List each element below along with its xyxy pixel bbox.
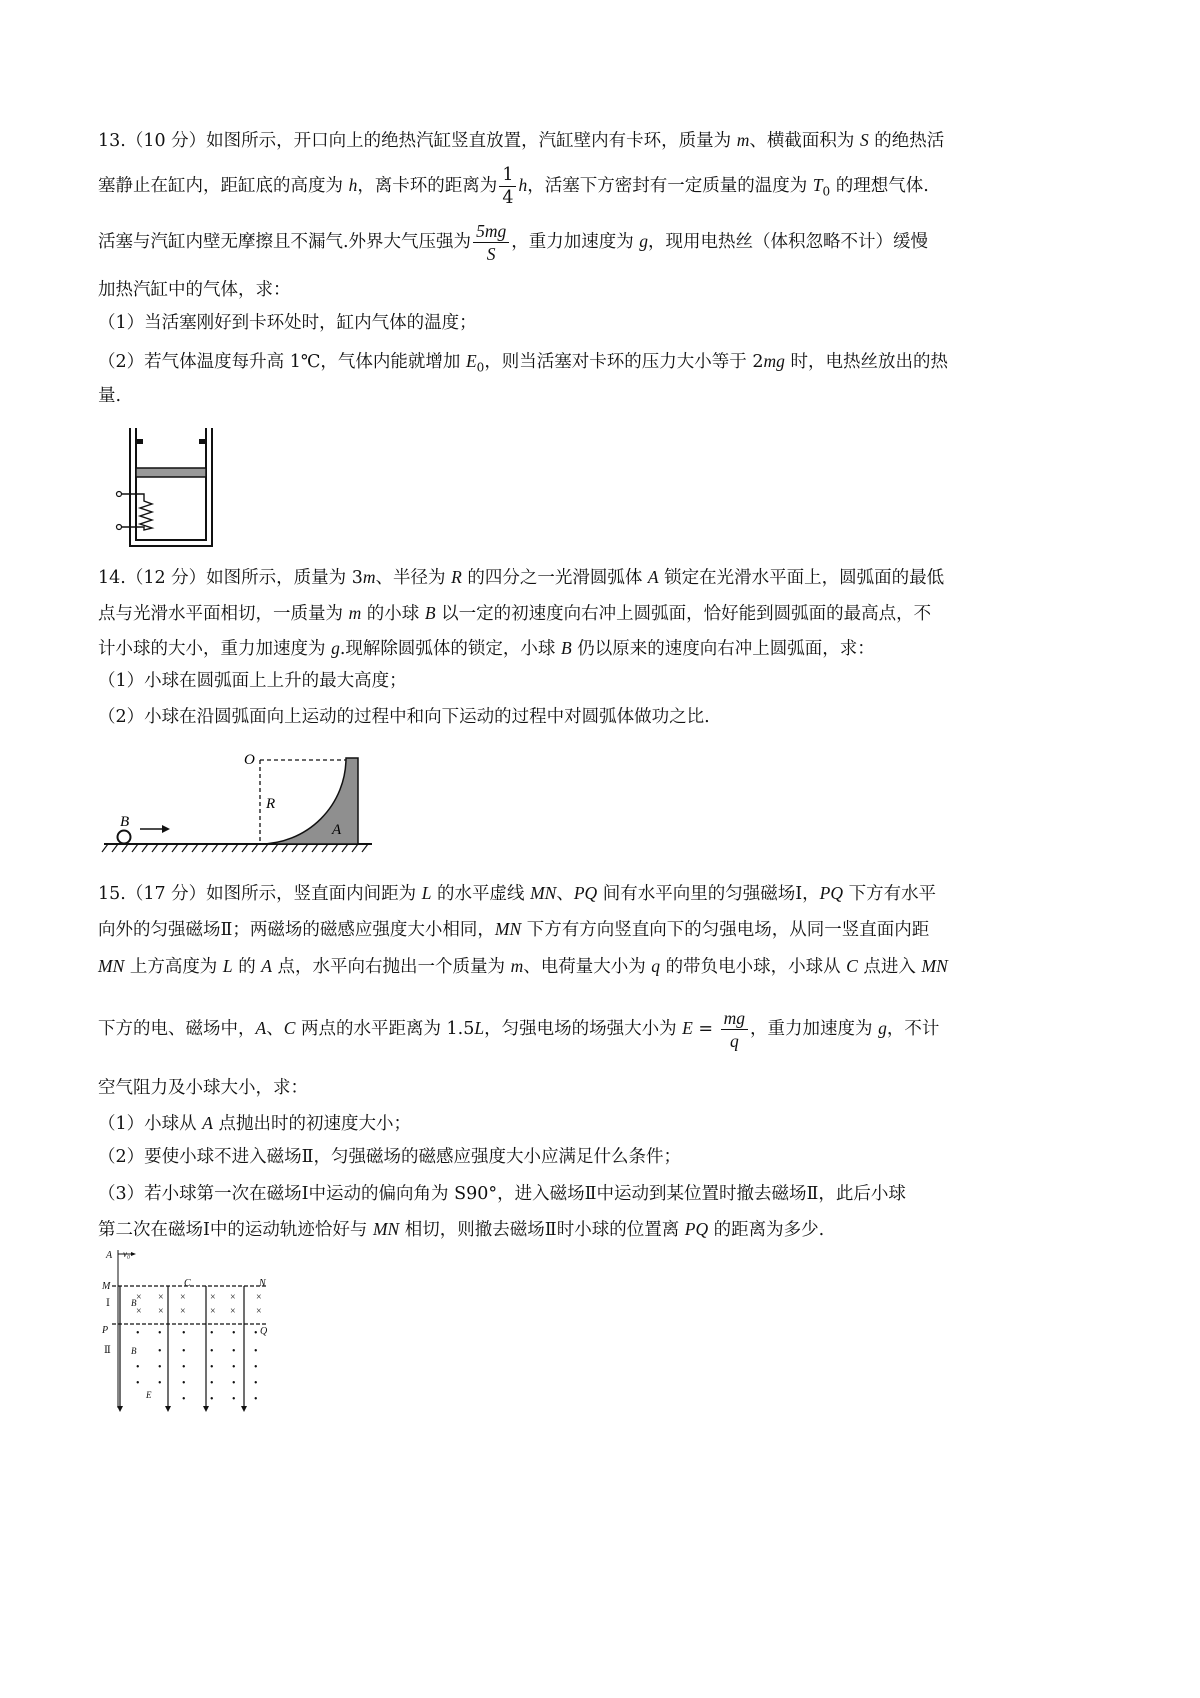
fraction-numerator: mg [721, 1007, 748, 1030]
q13-text: 的绝热活 [868, 131, 945, 151]
var-PQ: PQ [819, 883, 843, 903]
svg-text:•: • [232, 1362, 236, 1373]
svg-text:×: × [230, 1306, 236, 1317]
q13-text: ，重力加速度为 [511, 232, 640, 252]
q15-subquestion-1 [98, 1109, 411, 1138]
subscript: 0 [476, 360, 485, 375]
right-stop-ring [199, 439, 206, 444]
arc-figure [100, 746, 380, 856]
var-m: m [736, 130, 750, 150]
q14-line-1 [98, 563, 944, 592]
ground-hatching [102, 844, 368, 852]
q14-text: .现解除圆弧体的锁定，小球 [339, 639, 561, 659]
var-MN: MN [494, 919, 522, 939]
q15-text: 的水平虚线 [431, 884, 531, 904]
svg-text:•: • [210, 1394, 214, 1405]
q14-text: 、半径为 [375, 568, 452, 588]
q13-line-2 [98, 164, 929, 209]
q13-line-4: 加热汽缸中的气体，求： [98, 280, 291, 300]
svg-text:×: × [210, 1292, 216, 1303]
q14-text: 仍以原来的速度向右冲上圆弧面，求： [571, 639, 875, 659]
q15-text: 点进入 [857, 957, 922, 977]
q14-line-3 [98, 634, 875, 663]
var-S: S [859, 130, 869, 150]
var-L: L [474, 1018, 485, 1038]
fraction-denominator: q [729, 1031, 739, 1051]
q14-text: 计小球的大小，重力加速度为 [98, 639, 332, 659]
q15-text: 的带负电小球，小球从 [660, 957, 847, 977]
fraction-one-quarter [499, 164, 516, 209]
fraction-field-strength [721, 1007, 748, 1052]
var-A: A [255, 1018, 267, 1038]
q15-text: 的距离为多少. [708, 1220, 825, 1240]
q15-line-4 [98, 1007, 939, 1052]
label-region-II: Ⅱ [104, 1345, 111, 1356]
q15-text: ，不计 [886, 1019, 940, 1039]
svg-text:•: • [210, 1362, 214, 1373]
svg-text:×: × [180, 1292, 186, 1303]
q13-text: ，活塞下方密封有一定质量的温度为 [527, 176, 813, 196]
fraction-pressure [473, 220, 509, 265]
cylinder-figure [108, 418, 228, 553]
cross-marks [136, 1292, 262, 1317]
var-E: E [682, 1018, 693, 1038]
label-B1: B [131, 1298, 137, 1308]
var-m: m [510, 956, 524, 976]
q13-line-7: 量. [98, 386, 122, 406]
var-T: T [812, 175, 823, 195]
q15-text: 下方的电、磁场中， [98, 1019, 256, 1039]
q15-text: 第二次在磁场Ⅰ中的运动轨迹恰好与 [98, 1220, 373, 1240]
label-M: M [102, 1281, 111, 1292]
q13-text: 、横截面积为 [749, 131, 860, 151]
var-A: A [261, 956, 272, 976]
svg-text:•: • [232, 1346, 236, 1357]
dot-marks [136, 1328, 258, 1405]
var-g: g [639, 231, 649, 251]
svg-text:•: • [254, 1362, 258, 1373]
q15-text: 相切，则撤去磁场Ⅱ时小球的位置离 [399, 1220, 685, 1240]
q15-subquestion-2: （2）要使小球不进入磁场Ⅱ，匀强磁场的磁感应强度大小应满足什么条件； [98, 1147, 682, 1167]
svg-text:×: × [136, 1306, 142, 1317]
q13-text: ，离卡环的距离为 [357, 176, 498, 196]
svg-text:×: × [210, 1306, 216, 1317]
q15-text: 15.（17 分）如图所示，竖直面内间距为 [98, 884, 422, 904]
var-R: R [451, 567, 462, 587]
q15-text: 的 [232, 957, 262, 977]
svg-text:•: • [136, 1378, 140, 1389]
q15-text: 上方高度为 [124, 957, 223, 977]
label-N: N [259, 1278, 266, 1289]
svg-text:•: • [182, 1394, 186, 1405]
label-E: E [146, 1390, 152, 1400]
svg-text:•: • [158, 1362, 162, 1373]
q15-line-2 [98, 915, 929, 944]
q15-text: 点，水平向右抛出一个质量为 [271, 957, 511, 977]
label-A: A [106, 1250, 113, 1261]
var-PQ: PQ [684, 1219, 709, 1239]
var-MN: MN [530, 883, 557, 903]
var-m: m [348, 603, 362, 623]
q15-line-9 [98, 1215, 824, 1244]
var-MN: MN [372, 1219, 400, 1239]
label-region-I: Ⅰ [106, 1298, 110, 1309]
svg-text:•: • [182, 1346, 186, 1357]
q15-line-3 [98, 952, 948, 981]
var-MN: MN [921, 956, 948, 976]
q15-text: 向外的匀强磁场Ⅱ；两磁场的磁感应强度大小相同， [98, 920, 495, 940]
svg-text:•: • [210, 1346, 214, 1357]
q15-text: 、电荷量大小为 [523, 957, 652, 977]
q13-subquestion-1: （1）当活塞刚好到卡环处时，缸内气体的温度； [98, 313, 477, 333]
q15-text: ，匀强电场的场强大小为 [484, 1019, 683, 1039]
var-mg: mg [763, 351, 785, 371]
q15-text: 、 [266, 1019, 284, 1039]
q15-text: 间有水平向里的匀强磁场Ⅰ， [597, 884, 820, 904]
svg-text:•: • [136, 1362, 140, 1373]
svg-text:•: • [254, 1378, 258, 1389]
q15-text: 点抛出时的初速度大小； [212, 1114, 411, 1134]
q14-text: 锁定在光滑水平面上，圆弧面的最低 [658, 568, 945, 588]
var-A: A [647, 567, 659, 587]
svg-text:•: • [158, 1328, 162, 1339]
q13-text: 13.（10 分）如图所示，开口向上的绝热汽缸竖直放置，汽缸壁内有卡环，质量为 [98, 131, 737, 151]
label-v0: v₀ [123, 1249, 131, 1259]
var-E: E [465, 351, 477, 371]
q14-text: 的四分之一光滑圆弧体 [461, 568, 648, 588]
var-L: L [421, 883, 432, 903]
label-A: A [332, 822, 342, 838]
q15-line-5: 空气阻力及小球大小，求： [98, 1078, 308, 1098]
q14-text: 以一定的初速度向右冲上圆弧面，恰好能到圆弧面的最高点，不 [435, 604, 932, 624]
q14-text: 的小球 [361, 604, 425, 624]
svg-text:•: • [158, 1346, 162, 1357]
svg-text:×: × [180, 1306, 186, 1317]
svg-text:•: • [182, 1328, 186, 1339]
q15-text: = [692, 1019, 719, 1039]
q13-text: 的理想气体. [830, 176, 929, 196]
var-MN: MN [98, 956, 125, 976]
label-R: R [266, 796, 276, 812]
q13-line-3 [98, 220, 928, 265]
q15-text: 下方有方向竖直向下的匀强电场，从同一竖直面内距 [521, 920, 930, 940]
q15-text: 下方有水平 [843, 884, 937, 904]
q13-line-1 [98, 126, 944, 155]
q13-text: （2）若气体温度每升高 1℃，气体内能就增加 [98, 352, 466, 372]
fraction-numerator: 1 [499, 164, 516, 187]
label-B2: B [131, 1346, 137, 1356]
svg-text:×: × [136, 1292, 142, 1303]
q13-text: ，则当活塞对卡环的压力大小等于 2 [484, 352, 764, 372]
svg-text:•: • [136, 1328, 140, 1339]
q14-subquestion-2: （2）小球在沿圆弧面向上运动的过程中和向下运动的过程中对圆弧体做功之比. [98, 707, 710, 727]
q13-text: 活塞与汽缸内壁无摩擦且不漏气.外界大气压强为 [98, 232, 472, 252]
svg-text:•: • [210, 1328, 214, 1339]
svg-text:×: × [158, 1306, 164, 1317]
label-Q: Q [260, 1326, 268, 1337]
ball-B [118, 831, 131, 844]
q15-text: （1）小球从 [98, 1114, 203, 1134]
field-arrowheads [117, 1406, 247, 1412]
fraction-numerator: 5mg [473, 220, 509, 243]
q14-subquestion-1: （1）小球在圆弧面上上升的最大高度； [98, 671, 407, 691]
svg-text:•: • [158, 1378, 162, 1389]
svg-text:•: • [254, 1328, 258, 1339]
q14-text: 点与光滑水平面相切，一质量为 [98, 604, 349, 624]
label-C: C [184, 1278, 191, 1289]
left-stop-ring [136, 439, 143, 444]
q13-text: ，现用电热丝（体积忽略不计）缓慢 [648, 232, 929, 252]
svg-text:•: • [232, 1328, 236, 1339]
label-B: B [120, 814, 130, 830]
svg-text:•: • [182, 1362, 186, 1373]
q15-line-1 [98, 879, 936, 908]
var-C: C [846, 956, 858, 976]
fraction-denominator: S [486, 244, 496, 264]
svg-text:×: × [256, 1292, 262, 1303]
svg-text:•: • [210, 1378, 214, 1389]
q13-text: 塞静止在缸内，距缸底的高度为 [98, 176, 349, 196]
svg-text:•: • [232, 1394, 236, 1405]
var-PQ: PQ [573, 883, 598, 903]
fraction-denominator: 4 [502, 188, 514, 208]
label-O: O [244, 752, 255, 768]
field-figure [98, 1246, 278, 1414]
label-P: P [102, 1325, 109, 1336]
var-B: B [560, 638, 572, 658]
q14-line-2 [98, 599, 931, 628]
q15-text: ，重力加速度为 [750, 1019, 879, 1039]
var-q: q [651, 956, 661, 976]
piston [136, 468, 206, 477]
subscript: 0 [822, 184, 831, 199]
var-A: A [202, 1113, 213, 1133]
var-m: m [362, 567, 376, 587]
svg-text:•: • [232, 1378, 236, 1389]
svg-text:•: • [254, 1346, 258, 1357]
svg-text:×: × [256, 1306, 262, 1317]
svg-text:•: • [254, 1394, 258, 1405]
q13-line-6 [98, 347, 948, 382]
var-g: g [878, 1018, 887, 1038]
svg-text:×: × [158, 1292, 164, 1303]
var-C: C [283, 1018, 296, 1038]
q13-text: 时，电热丝放出的热 [784, 352, 948, 372]
svg-text:×: × [230, 1292, 236, 1303]
var-g: g [331, 638, 340, 658]
var-h: h [518, 175, 528, 195]
var-B: B [424, 603, 436, 623]
q15-subquestion-3: （3）若小球第一次在磁场Ⅰ中运动的偏向角为 S90°，进入磁场Ⅱ中运动到某位置时撤去磁场Ⅱ，此后小球 [98, 1184, 906, 1204]
q15-text: 、 [556, 884, 574, 904]
var-h: h [348, 175, 358, 195]
svg-text:•: • [182, 1378, 186, 1389]
var-L: L [222, 956, 233, 976]
q15-text: 两点的水平距离为 1.5 [295, 1019, 475, 1039]
q14-text: 14.（12 分）如图所示，质量为 3 [98, 568, 363, 588]
